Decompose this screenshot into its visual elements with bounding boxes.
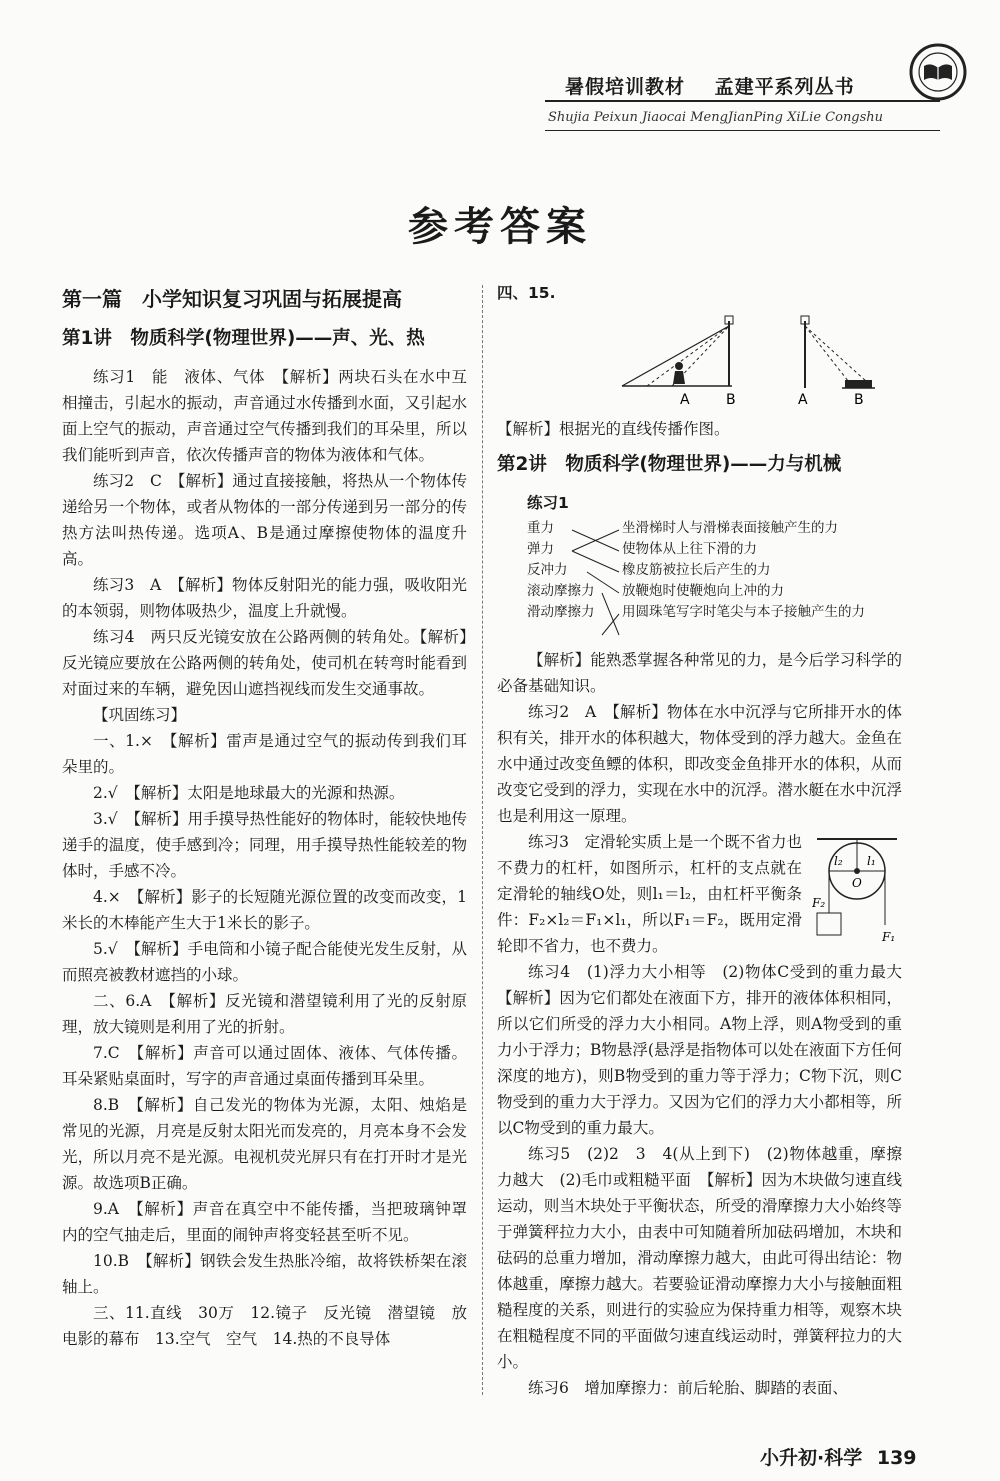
force-item: 反冲力	[527, 562, 568, 578]
question-label: 四、15.	[497, 284, 556, 302]
answer-paragraph: 【解析】根据光的直线传播作图。	[497, 420, 730, 438]
page-footer	[760, 1443, 917, 1470]
answer-paragraph: 【解析】能熟悉掌握各种常见的力，是今后学习科学的必备基础知识。	[497, 651, 902, 695]
answer-paragraph: 练习2 C 【解析】通过直接接触，将热从一个物体传递给另一个物体，或者从物体的一部分传递到另一部分的传热方法叫热传递。选项A、B是通过摩擦使物体的温度升高。	[62, 472, 467, 568]
page-header	[0, 0, 1000, 140]
light-diagram	[497, 306, 902, 416]
header-rule-lower	[545, 130, 940, 131]
header-rule	[545, 100, 940, 102]
book-seal-icon	[908, 42, 968, 102]
force-item: 滑动摩擦力	[527, 604, 595, 620]
answer-paragraph: 4.× 【解析】影子的长短随光源位置的改变而改变，1米长的木棒能产生大于1米长的影子。	[62, 888, 467, 932]
series-pinyin: Shujia Peixun Jiaocai MengJianPing XiLie Congshu	[548, 110, 884, 125]
answer-paragraph: 练习3 A 【解析】物体反射阳光的能力强，吸收阳光的本领弱，则物体吸热少，温度上升就慢。	[62, 576, 467, 620]
label-f2: F₂	[812, 896, 826, 910]
label-o: O	[852, 876, 862, 890]
pulley-diagram	[812, 835, 902, 947]
answer-paragraph: 2.√ 【解析】太阳是地球最大的光源和热源。	[93, 784, 405, 802]
label-a2: A	[798, 392, 808, 406]
section-heading: 第一篇 小学知识复习巩固与拓展提高	[62, 287, 402, 311]
answer-paragraph: 5.√ 【解析】手电筒和小镜子配合能使光发生反射，从而照亮被教材遮挡的小球。	[62, 940, 467, 984]
series-title	[565, 72, 877, 99]
shadow-figure	[497, 306, 902, 406]
page-number: 139	[876, 1447, 917, 1469]
label-l2: l₂	[834, 854, 843, 868]
exercise-label: 练习1	[527, 494, 569, 512]
label-f1: F₁	[882, 930, 896, 944]
answer-paragraph: 练习4 (1)浮力大小相等 (2)物体C受到的重力最大 【解析】因为它们都处在液面下方，排开的液体体积相同，所以它们所受的浮力大小相同。A物上浮，则A物受到的重力小于浮力；B物悬浮(悬浮是指物体可以处在液面下方任何深度的地方)，则B物受到的重力等于浮力；C物下沉，则C物受到的重力大于浮力。又因为它们的浮力大小都相等，所以C物受到的重力最大。	[497, 963, 918, 1137]
lecture-heading: 第1讲 物质科学(物理世界)——声、光、热	[62, 328, 425, 349]
force-item: 重力	[527, 520, 554, 536]
pulley-block	[497, 829, 902, 959]
force-item: 滚动摩擦力	[527, 583, 595, 599]
footer-series: 小升初·科学	[760, 1447, 863, 1469]
answer-paragraph: 7.C 【解析】声音可以通过固体、液体、气体传播。耳朵紧贴桌面时，写字的声音通过桌面传播到耳朵里。	[62, 1044, 467, 1088]
force-desc: 坐滑梯时人与滑梯表面接触产生的力	[622, 520, 838, 536]
series-name-2: 孟建平系列丛书	[714, 76, 855, 98]
answer-paragraph: 练习4 两只反光镜安放在公路两侧的转角处。【解析】反光镜应要放在公路两侧的转角处，使司机在转弯时能看到对面过来的车辆，避免因山遮挡视线而发生交通事故。	[62, 628, 467, 698]
answer-paragraph: 练习1 能 液体、气体 【解析】两块石头在水中互相撞击，引起水的振动，声音通过水传播到水面，又引起水面上空气的振动，声音通过空气传播到我们的耳朵里，所以我们能听到声音，依次传播声音的物体为液体和气体。	[62, 368, 467, 464]
answer-paragraph: 练习2 A 【解析】物体在水中沉浮与它所排开水的体积有关，排开水的体积越大，物体受到的浮力越大。金鱼在水中通过改变鱼鳔的体积，即改变金鱼排开水的体积，从而改变它受到的浮力，实现在水中的沉浮。潜水艇在水中沉浮也是利用这一原理。	[497, 703, 902, 825]
answer-paragraph: 一、1.× 【解析】雷声是通过空气的振动传到我们耳朵里的。	[62, 732, 467, 776]
force-item: 弹力	[527, 541, 554, 557]
answer-paragraph: 8.B 【解析】自己发光的物体为光源，太阳、烛焰是常见的光源，月亮是反射太阳光而发亮的，月亮本身不会发光，所以月亮不是光源。电视机荧光屏只有在打开时才是光源。故选项B正确。	[62, 1096, 467, 1192]
force-desc: 使物体从上往下滑的力	[622, 541, 757, 557]
force-desc: 用圆珠笔写字时笔尖与本子接触产生的力	[622, 604, 865, 620]
answer-paragraph: 10.B 【解析】钢铁会发生热胀冷缩，故将铁桥架在滚轴上。	[62, 1252, 467, 1296]
answer-paragraph: 9.A 【解析】声音在真空中不能传播，当把玻璃钟罩内的空气抽走后，里面的闹钟声将变轻甚至听不见。	[62, 1200, 467, 1244]
label-b2: B	[854, 392, 864, 406]
matching-diagram	[497, 518, 902, 643]
label-l1: l₁	[867, 854, 876, 868]
left-column	[62, 280, 467, 1352]
page-title: 参考答案	[408, 203, 592, 250]
answer-paragraph: 3.√ 【解析】用手摸导热性能好的物体时，能较快地传递手的温度，使手感到冷；同理，用手摸导热性能较差的物体时，手感不冷。	[62, 810, 467, 880]
answer-paragraph: 练习3 定滑轮实质上是一个既不省力也不费力的杠杆，如图所示，杠杆的支点就在定滑轮的轴线O处，则l₁＝l₂，由杠杆平衡条件：F₂×l₂＝F₁×l₁，所以F₁＝F₂，既用定滑轮即不省力，也不费力。	[497, 833, 802, 955]
lecture-heading: 第2讲 物质科学(物理世界)——力与机械	[497, 454, 842, 475]
right-column	[497, 280, 918, 1401]
force-desc: 放鞭炮时使鞭炮向上冲的力	[622, 583, 784, 599]
label-a1: A	[680, 392, 690, 406]
label-b1: B	[726, 392, 736, 406]
answer-paragraph: 练习5 (2)2 3 4(从上到下) (2)物体越重，摩擦力越大 (2)毛巾或粗糙平面 【解析】因为木块做匀速直线运动，则当木块处于平衡状态，所受的滑摩擦力大小始终等于弹簧秤拉力大小，由表中可知随着所加砝码增加，木块和砝码的总重力增加，滑动摩擦力越大，由此可得出结论：物体越重，摩擦力越大。若要验证滑动摩擦力大小与接触面粗糙程度的关系，则进行的实验应为保持重力相等，观察木块在粗糙程度不同的平面做匀速直线运动时，弹簧秤拉力的大小。	[497, 1145, 902, 1371]
force-desc: 橡皮筋被拉长后产生的力	[622, 562, 771, 578]
answer-paragraph: 三、11.直线 30万 12.镜子 反光镜 潜望镜 放电影的幕布 13.空气 空气 14.热的不良导体	[62, 1304, 467, 1348]
answer-paragraph: 练习6 增加摩擦力：前后轮胎、脚踏的表面、	[528, 1379, 848, 1397]
series-name-1: 暑假培训教材	[565, 76, 686, 98]
answer-paragraph: 二、6.A 【解析】反光镜和潜望镜利用了光的反射原理，放大镜则是利用了光的折射。	[62, 992, 467, 1036]
column-divider	[482, 285, 483, 1395]
subheading: 【巩固练习】	[93, 706, 187, 724]
